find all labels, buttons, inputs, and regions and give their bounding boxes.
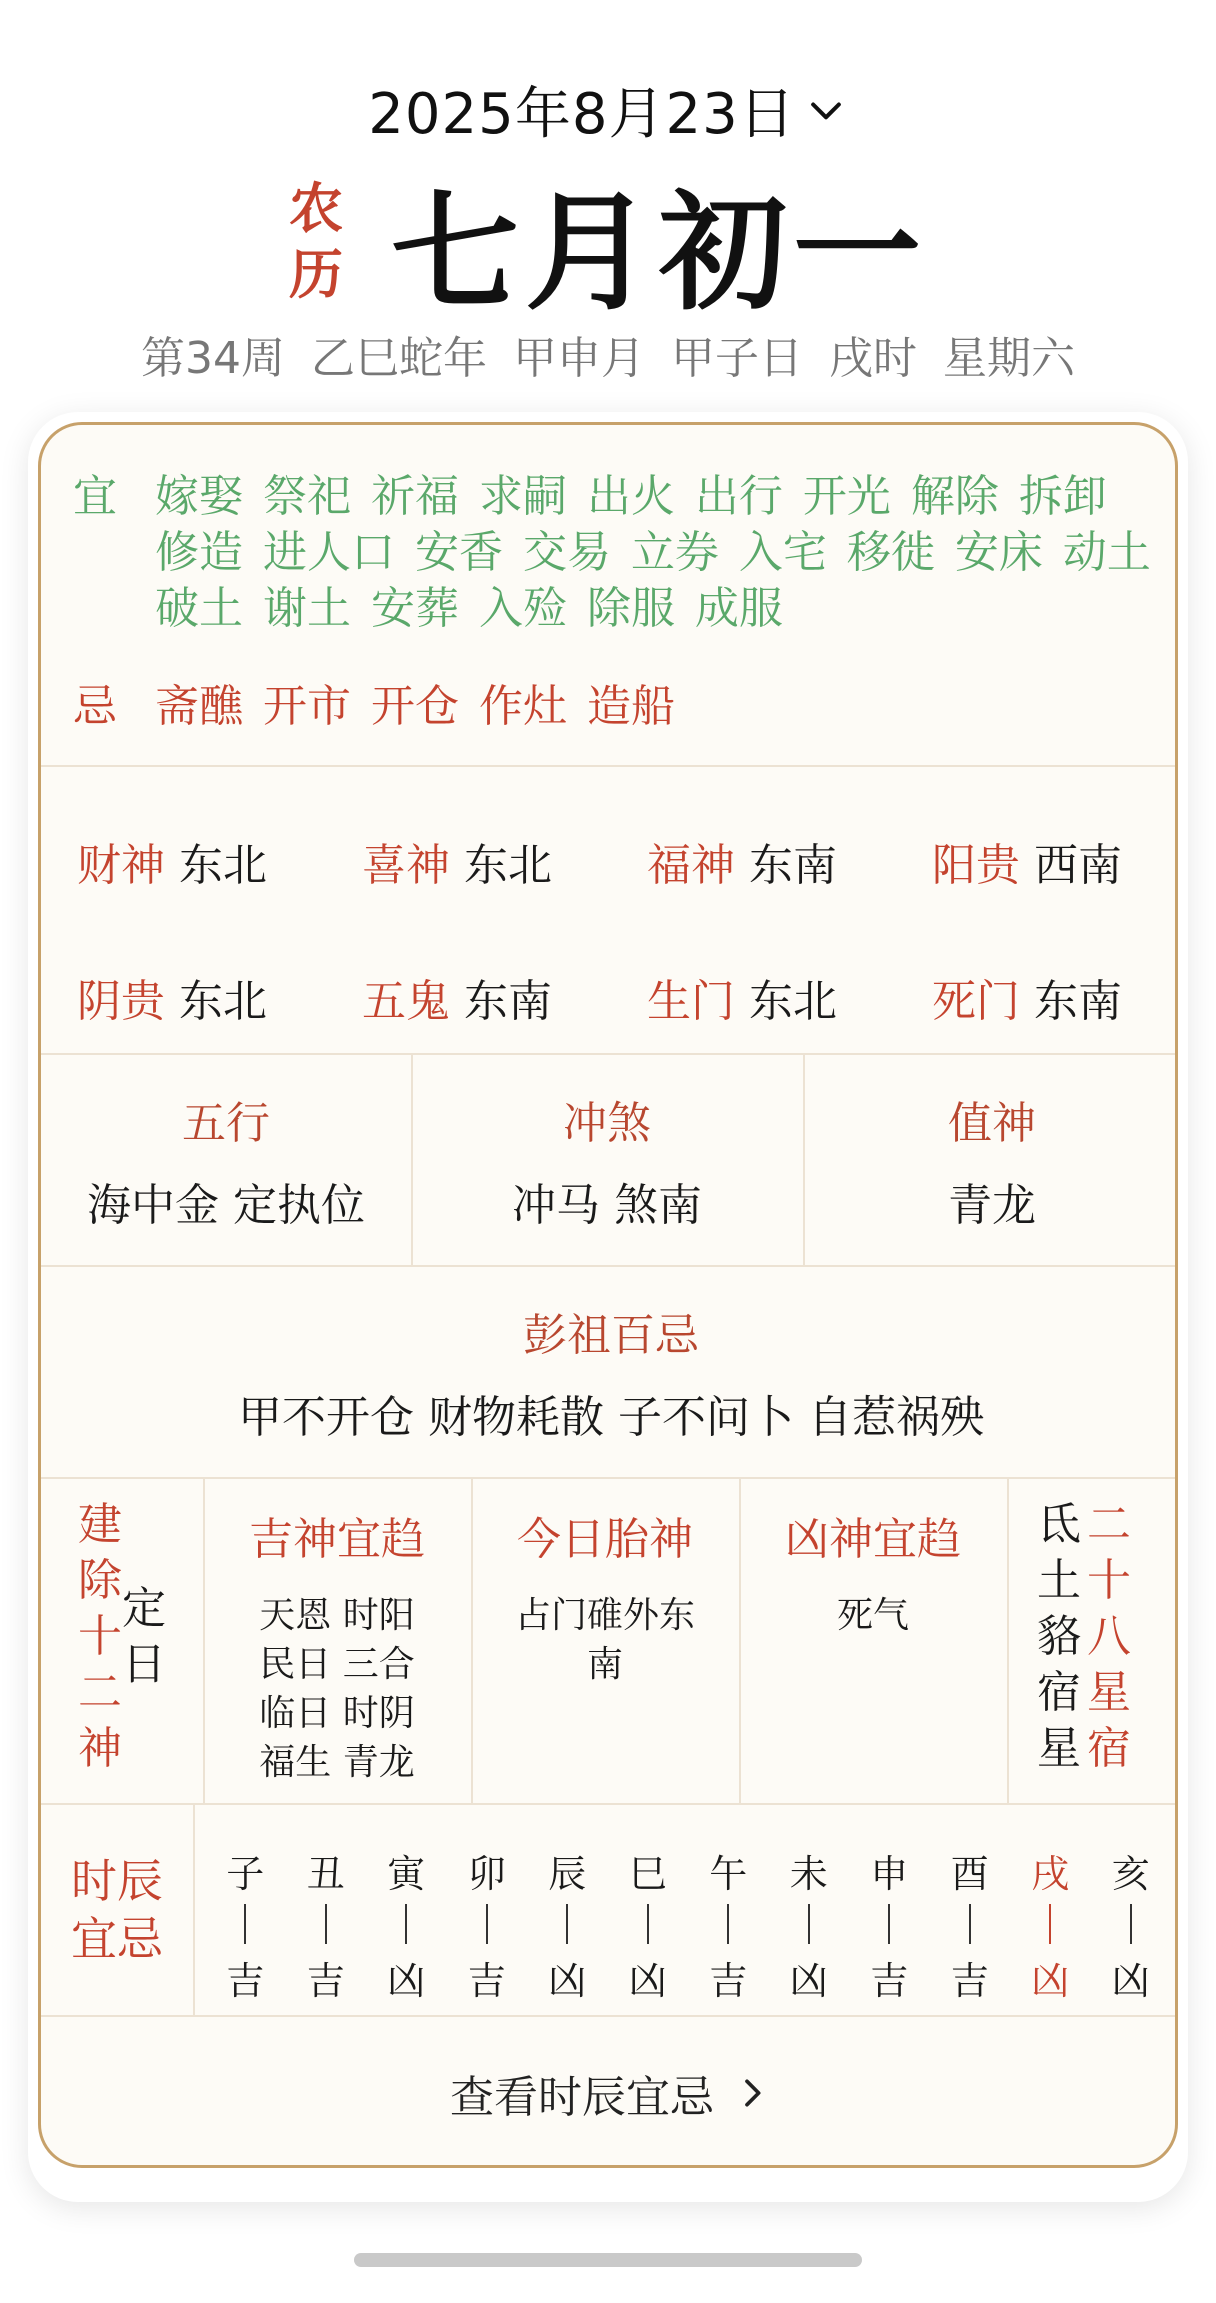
hour-item[interactable] bbox=[1010, 1805, 1091, 2015]
hour-item[interactable] bbox=[1091, 1805, 1172, 2015]
hour-luck: 凶 bbox=[548, 1959, 587, 2003]
hour-connector bbox=[1130, 1904, 1132, 1944]
three-columns bbox=[41, 1055, 1178, 1265]
ji-label: 忌 bbox=[73, 681, 117, 732]
date-info-row bbox=[0, 322, 1216, 386]
gods-row-1 bbox=[41, 829, 1178, 893]
week-number: 第34周 bbox=[141, 333, 285, 384]
view-hours-label: 查看时辰宜忌 bbox=[450, 2072, 714, 2123]
hour-branch: 午 bbox=[709, 1852, 748, 1896]
hour-connector bbox=[647, 1904, 649, 1944]
hour-connector bbox=[969, 1904, 971, 1944]
hour-branch: 寅 bbox=[387, 1852, 426, 1896]
lunar-tag: 农 历 bbox=[288, 177, 343, 306]
divider bbox=[41, 765, 1175, 767]
pengzu-text: 甲不开仓 财物耗散 子不问卜 自惹祸殃 bbox=[238, 1392, 984, 1443]
chongsha-column: 冲煞 冲马 煞南 bbox=[512, 1098, 702, 1231]
hour-branch: 丑 bbox=[306, 1852, 345, 1896]
hour-luck: 凶 bbox=[628, 1959, 667, 2003]
divider bbox=[41, 2015, 1175, 2017]
hour-branch: 戌 bbox=[1031, 1852, 1070, 1896]
ji-section bbox=[73, 679, 1153, 735]
hour-branch: 酉 bbox=[950, 1852, 989, 1896]
pengzu-section bbox=[41, 1267, 1178, 1477]
hour-luck: 吉 bbox=[950, 1959, 989, 2003]
yi-section bbox=[73, 469, 1153, 637]
date-selector[interactable] bbox=[0, 70, 1216, 150]
hour-ganzhi: 戌时 bbox=[829, 333, 917, 384]
jianchu-value: 定 日 bbox=[122, 1583, 166, 1690]
divider bbox=[1007, 1479, 1009, 1803]
divider bbox=[471, 1479, 473, 1803]
hour-connector bbox=[405, 1904, 407, 1944]
hour-item[interactable] bbox=[930, 1805, 1011, 2015]
weekday: 星期六 bbox=[943, 333, 1075, 384]
hour-luck: 吉 bbox=[709, 1959, 748, 2003]
jishen-title: 吉神宜趋 bbox=[249, 1514, 425, 1565]
year-ganzhi: 乙巳蛇年 bbox=[311, 333, 487, 384]
hour-luck: 凶 bbox=[1031, 1959, 1070, 2003]
hour-connector bbox=[244, 1904, 246, 1944]
yi-label: 宜 bbox=[73, 471, 117, 522]
gods-row-2 bbox=[41, 965, 1178, 1029]
yi-text: 嫁娶 祭祀 祈福 求嗣 出火 出行 开光 解除 拆卸 修造 进人口 安香 交易 立券 入宅 移徙 安床 动土 破土 谢土 安葬 入殓 除服 成服 bbox=[155, 471, 1151, 634]
hour-branch: 子 bbox=[226, 1852, 265, 1896]
hour-item[interactable] bbox=[366, 1805, 447, 2015]
hour-connector bbox=[325, 1904, 327, 1944]
hour-branch: 卯 bbox=[467, 1852, 506, 1896]
lunar-date: 七月初一 bbox=[390, 179, 927, 328]
hour-item[interactable] bbox=[688, 1805, 769, 2015]
hours-label: 时辰 宜忌 bbox=[71, 1854, 163, 1966]
xingxiu-column bbox=[1007, 1479, 1161, 1803]
god-cell: 生门 东北 bbox=[647, 976, 837, 1027]
god-cell: 死门 东南 bbox=[932, 976, 1122, 1027]
chevron-down-icon[interactable] bbox=[804, 88, 848, 132]
hour-connector bbox=[1049, 1904, 1051, 1944]
xingxiu-label: 二 十 八 星 宿 bbox=[1087, 1499, 1131, 1774]
hour-branch: 申 bbox=[870, 1852, 909, 1896]
month-ganzhi: 甲申月 bbox=[513, 333, 645, 384]
god-cell: 财神 东北 bbox=[77, 840, 267, 891]
chevron-right-icon bbox=[732, 2073, 772, 2113]
god-cell: 阳贵 西南 bbox=[932, 840, 1122, 891]
jishen-list: 天恩 时阳 民日 三合 临日 时阴 福生 青龙 bbox=[259, 1595, 415, 1783]
hour-luck: 吉 bbox=[306, 1959, 345, 2003]
hour-item[interactable] bbox=[527, 1805, 608, 2015]
almanac-card bbox=[38, 422, 1178, 2168]
god-cell: 福神 东南 bbox=[647, 840, 837, 891]
hours-section bbox=[41, 1805, 1178, 2015]
lunar-header bbox=[0, 150, 1216, 334]
taishen-list: 占门碓外东 南 bbox=[514, 1595, 695, 1685]
hour-connector bbox=[727, 1904, 729, 1944]
hour-branch: 巳 bbox=[628, 1852, 667, 1896]
hour-luck: 凶 bbox=[1111, 1959, 1150, 2003]
hours-list bbox=[193, 1805, 1178, 2015]
taishen-column bbox=[471, 1479, 739, 1803]
xiongshen-column bbox=[739, 1479, 1007, 1803]
hour-luck: 吉 bbox=[226, 1959, 265, 2003]
hour-item[interactable] bbox=[447, 1805, 528, 2015]
hour-item[interactable] bbox=[286, 1805, 367, 2015]
god-cell: 喜神 东北 bbox=[362, 840, 552, 891]
hour-connector bbox=[808, 1904, 810, 1944]
jishen-column bbox=[203, 1479, 471, 1803]
hour-branch: 亥 bbox=[1111, 1852, 1150, 1896]
hour-luck: 凶 bbox=[387, 1959, 426, 2003]
solar-date[interactable]: 2025年8月23日 bbox=[368, 82, 796, 147]
hour-connector bbox=[486, 1904, 488, 1944]
pengzu-title: 彭祖百忌 bbox=[523, 1310, 699, 1361]
hour-connector bbox=[888, 1904, 890, 1944]
xingxiu-value: 氐 土 貉 宿 星 bbox=[1037, 1499, 1081, 1774]
hour-item[interactable] bbox=[769, 1805, 850, 2015]
hour-luck: 吉 bbox=[467, 1959, 506, 2003]
hour-branch: 辰 bbox=[548, 1852, 587, 1896]
xiongshen-title: 凶神宜趋 bbox=[785, 1514, 961, 1565]
taishen-title: 今日胎神 bbox=[517, 1514, 693, 1565]
hour-item[interactable] bbox=[849, 1805, 930, 2015]
divider bbox=[739, 1479, 741, 1803]
hour-item[interactable] bbox=[608, 1805, 689, 2015]
jianchu-column bbox=[41, 1479, 203, 1803]
divider bbox=[193, 1805, 195, 2015]
hour-luck: 吉 bbox=[870, 1959, 909, 2003]
home-indicator[interactable] bbox=[354, 2253, 862, 2267]
hour-branch: 未 bbox=[789, 1852, 828, 1896]
ji-text: 斋醮 开市 开仓 作灶 造船 bbox=[155, 681, 675, 732]
jianchu-label: 建 除 十 二 神 bbox=[78, 1499, 122, 1774]
view-hours-button[interactable] bbox=[41, 2019, 1178, 2167]
god-cell: 阴贵 东北 bbox=[77, 976, 267, 1027]
hour-luck: 凶 bbox=[789, 1959, 828, 2003]
hour-item[interactable] bbox=[205, 1805, 286, 2015]
divider bbox=[411, 1055, 413, 1265]
divider bbox=[803, 1055, 805, 1265]
divider bbox=[203, 1479, 205, 1803]
god-cell: 五鬼 东南 bbox=[362, 976, 552, 1027]
day-ganzhi: 甲子日 bbox=[671, 333, 803, 384]
zhishen-column: 值神 青龙 bbox=[948, 1098, 1036, 1231]
wuxing-column: 五行 海中金 定执位 bbox=[87, 1098, 365, 1231]
hour-connector bbox=[566, 1904, 568, 1944]
xiongshen-list: 死气 bbox=[836, 1595, 909, 1636]
